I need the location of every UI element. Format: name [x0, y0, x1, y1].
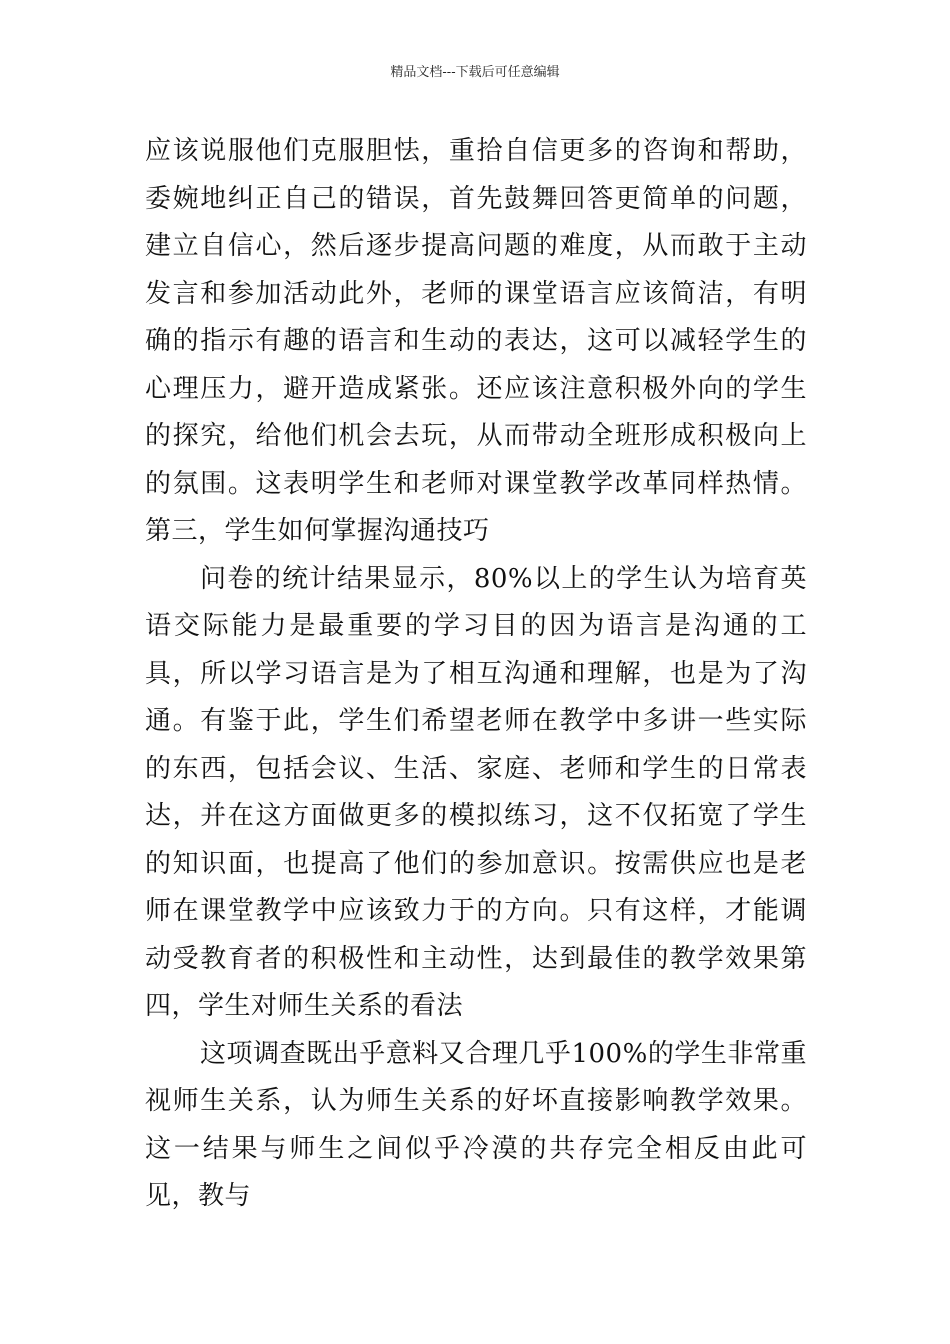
paragraph-survey-results: 问卷的统计结果显示，80%以上的学生认为培育英语交际能力是最重要的学习目的因为语言是沟通的工具，所以学习语言是为了相互沟通和理解，也是为了沟通。有鉴于此，学生们希望老师在教学中多讲一些实际的东西，包括会议、生活、家庭、老师和学生的日常表达，并在这方面做更多的模拟练习，这不仅拓宽了学生的知识面，也提高了他们的参加意识。按需供应也是老师在课堂教学中应该致力于的方向。只有这样，才能调动受教育者的积极性和主动性，达到最佳的教学效果第四，学生对师生关系的看法	[145, 563, 807, 1021]
document-body	[145, 128, 807, 1221]
paragraph-teacher-student-relations: 这项调查既出乎意料又合理几乎100%的学生非常重视师生关系，认为师生关系的好坏直接影响教学效果。这一结果与师生之间似乎冷漠的共存完全相反由此可见，教与	[145, 1038, 807, 1211]
page-header: 精品文档---下载后可任意编辑	[390, 65, 560, 80]
paragraph-continuation: 应该说服他们克服胆怯，重拾自信更多的咨询和帮助，委婉地纠正自己的错误，首先鼓舞回答更简单的问题，建立自信心，然后逐步提高问题的难度，从而敢于主动发言和参加活动此外，老师的课堂语言应该简洁，有明确的指示有趣的语言和生动的表达，这可以减轻学生的心理压力，避开造成紧张。还应该注意积极外向的学生的探究，给他们机会去玩，从而带动全班形成积极向上的氛围。这表明学生和老师对课堂教学改革同样热情。第三，学生如何掌握沟通技巧	[145, 136, 807, 546]
